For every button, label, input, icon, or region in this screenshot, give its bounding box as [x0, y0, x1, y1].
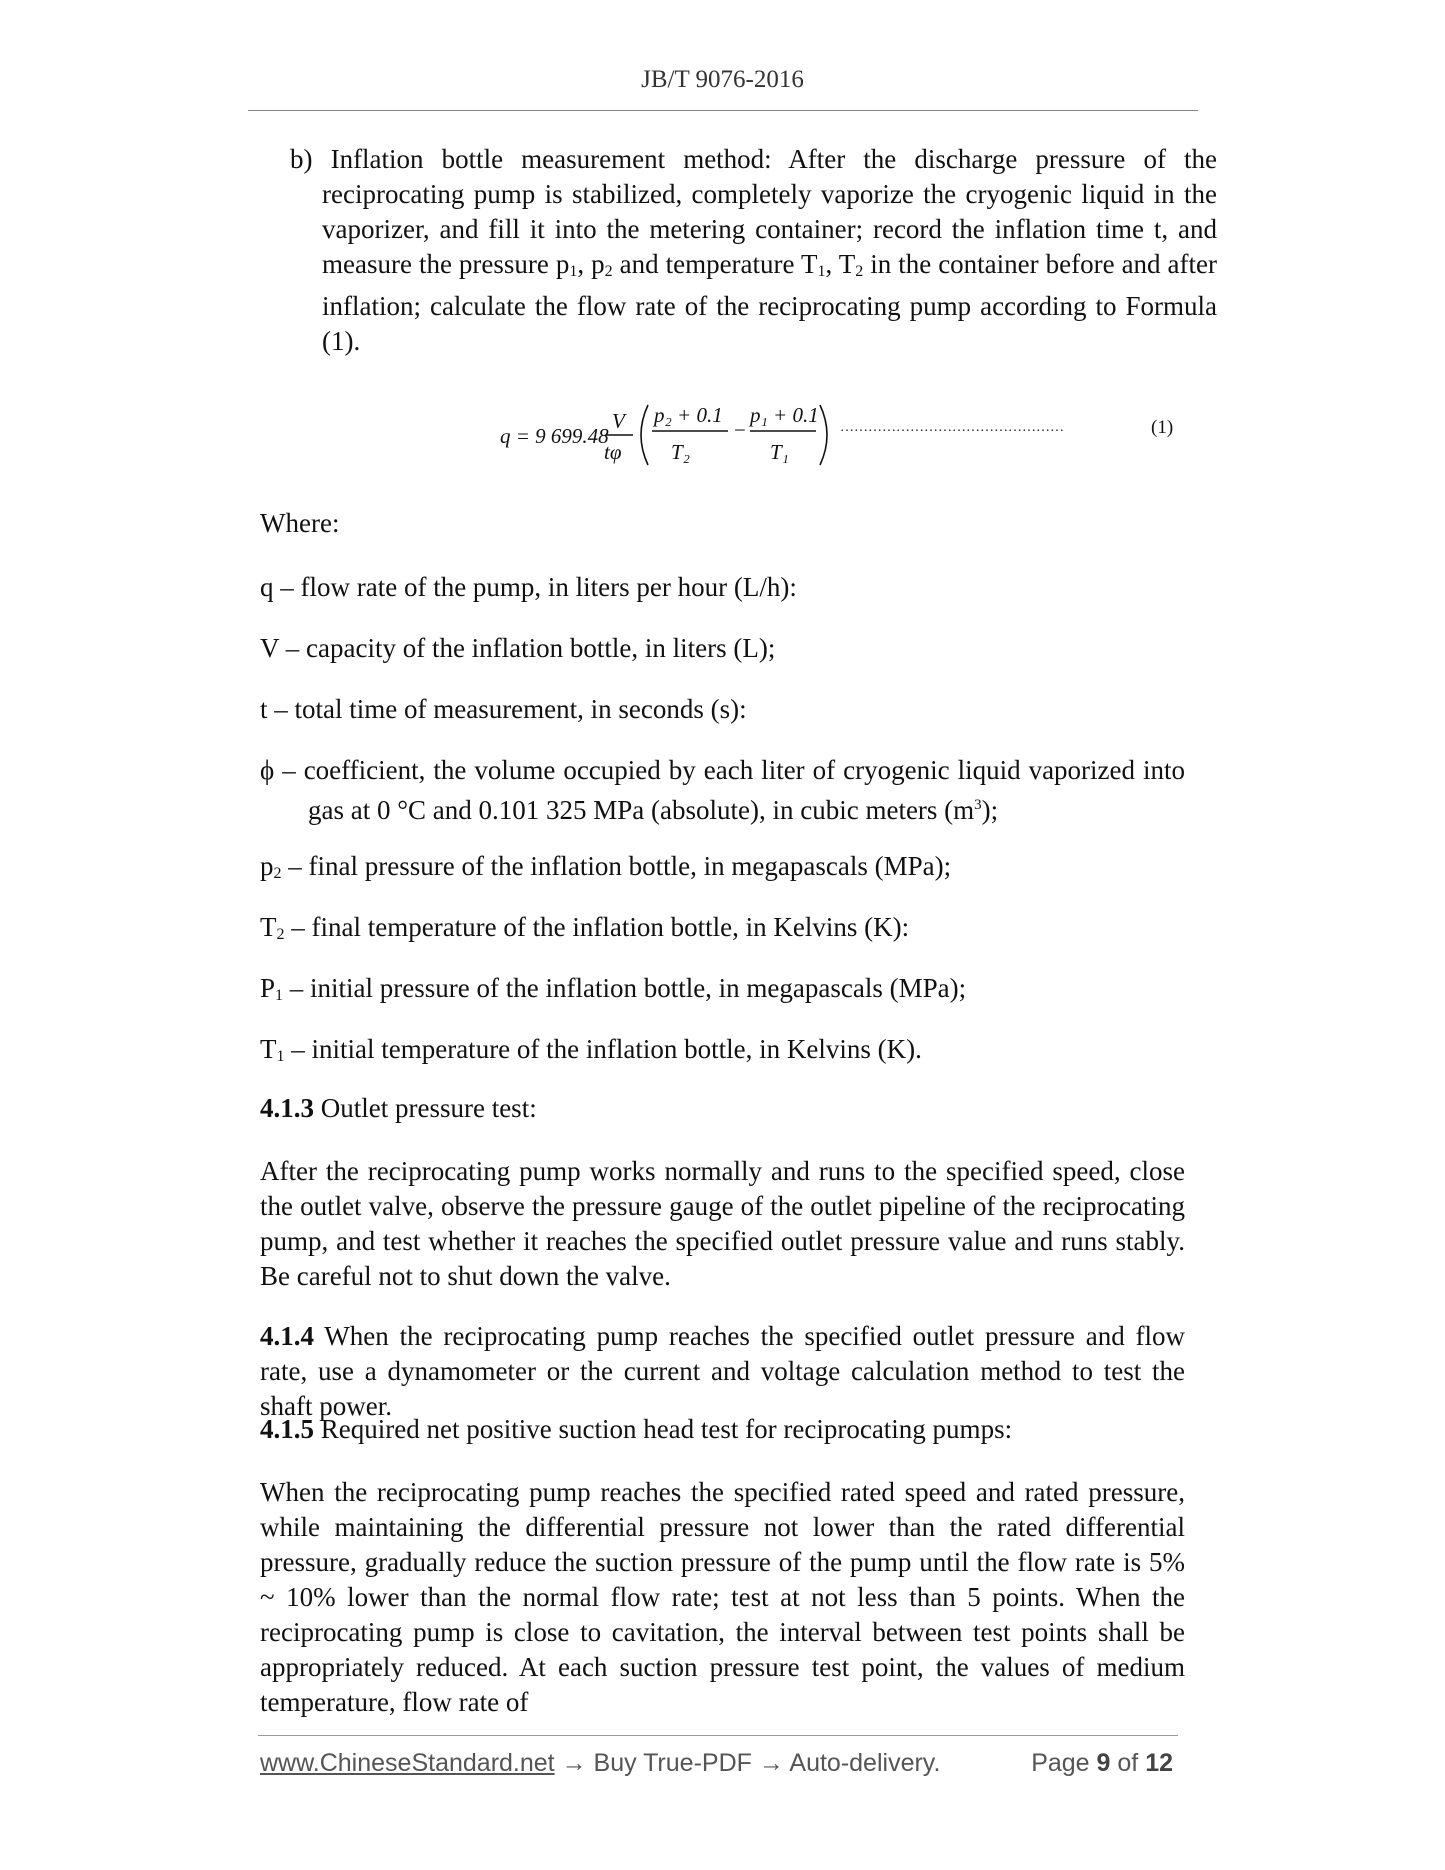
item-b-paragraph: b) Inflation bottle measurement method: After the discharge pressure of the reciprocating pump is stabilized, completely vaporize the cryogenic liquid in the vaporizer, and fill it into the metering container; record the inflation time t, and measure the pressure p1, p2 and temperature T1, T2 in the container before and after inflation; calculate the flow rate of the reciprocating pump according to Formula (1).	[290, 144, 1217, 356]
left-paren	[641, 405, 648, 465]
section-4-1-3-body: After the reciprocating pump works normally and runs to the specified speed, close the outlet valve, observe the pressure gauge of the outlet pipeline of the reciprocating pump, and test whether it reaches the specified outlet pressure value and runs stably. Be careful not to shut down the valve.	[260, 1156, 1185, 1291]
where-label: Where:	[260, 508, 340, 538]
footer-rule	[258, 1735, 1178, 1736]
doc-header: JB/T 9076-2016	[641, 66, 804, 93]
item-b-label: b)	[290, 144, 313, 174]
def-p2: p2 – final pressure of the inflation bottle, in megapascals (MPa);	[260, 851, 952, 882]
footer	[260, 1749, 1185, 1778]
def-v: V – capacity of the inflation bottle, in liters (L);	[260, 633, 776, 663]
footer-tagline: → Buy True-PDF → Auto-delivery.	[554, 1749, 941, 1777]
formula-leader: …………………………………………	[840, 420, 1064, 435]
formula-number: (1)	[1151, 417, 1174, 438]
footer-link[interactable]: www.ChineseStandard.net	[260, 1749, 555, 1777]
formula-den2: T₂	[671, 440, 690, 464]
formula-num2: p₂ + 0.1	[654, 403, 723, 427]
page-indicator: Page 9 of 12	[1031, 1749, 1173, 1777]
page-total: 12	[1145, 1749, 1173, 1777]
formula-1	[488, 395, 1208, 475]
formula-den1: T₁	[770, 440, 789, 464]
formula-lhs: q = 9 699.48	[500, 424, 609, 448]
section-4-1-4: 4.1.4 When the reciprocating pump reaches the specified outlet pressure and flow rate, use a dynamometer or the current and voltage calculation method to test the shaft power.	[260, 1321, 1185, 1421]
def-t1: T1 – initial temperature of the inflation bottle, in Kelvins (K).	[260, 1034, 922, 1065]
section-4-1-5-heading: 4.1.5 Required net positive suction head test for reciprocating pumps:	[260, 1414, 1013, 1444]
header-rule	[248, 110, 1198, 111]
formula-minus: −	[734, 418, 746, 442]
def-p1: P1 – initial pressure of the inflation bottle, in megapascals (MPa);	[260, 973, 967, 1004]
section-4-1-3-heading: 4.1.3 Outlet pressure test:	[260, 1093, 537, 1123]
formula-num1: p₁ + 0.1	[750, 403, 819, 427]
formula-tphi: tφ	[604, 440, 622, 464]
formula-v: V	[612, 409, 625, 433]
page-number: 9	[1096, 1749, 1111, 1777]
def-t: t – total time of measurement, in seconds (s):	[260, 694, 747, 724]
section-4-1-5-body: When the reciprocating pump reaches the specified rated speed and rated pressure, while maintaining the differential pressure not lower than the rated differential pressure, gradually reduce the suction pressure of the pump until the flow rate is 5% ~ 10% lower than the normal flow rate; test at not less than 5 points. When the reciprocating pump is close to cavitation, the interval between test points shall be appropriately reduced. At each suction pressure test point, the values of medium temperature, flow rate of	[260, 1477, 1185, 1717]
def-t2: T2 – final temperature of the inflation bottle, in Kelvins (K):	[260, 912, 910, 943]
right-paren	[820, 405, 827, 465]
def-q: q – flow rate of the pump, in liters per hour (L/h):	[260, 572, 797, 602]
def-phi: ϕ – coefficient, the volume occupied by each liter of cryogenic liquid vaporized into gas at 0 °C and 0.101 325 MPa (absolute), in cubic meters $(m^3)$;	[260, 755, 1185, 825]
